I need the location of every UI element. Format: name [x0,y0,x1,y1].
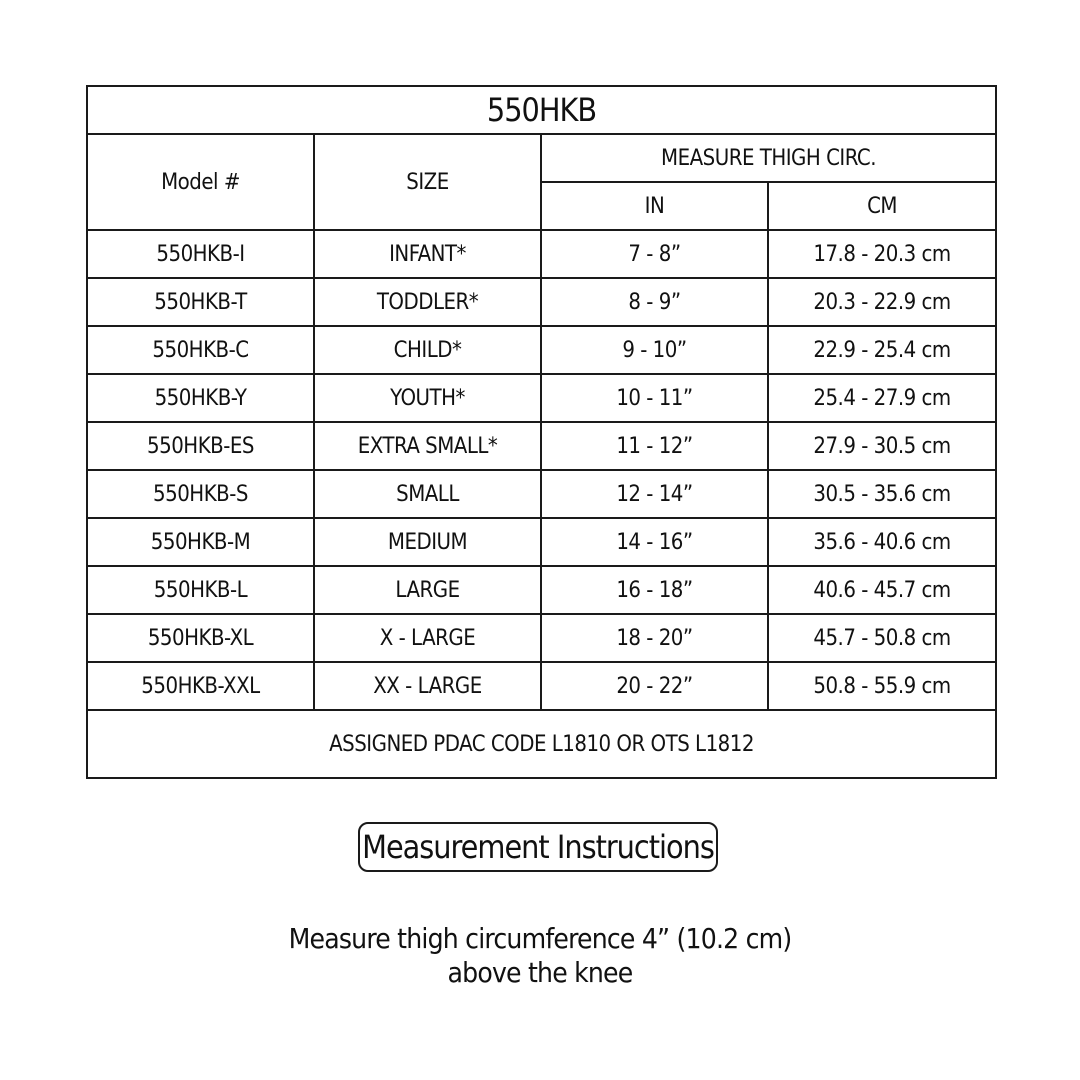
pdac-code-note: ASSIGNED PDAC CODE L1810 OR OTS L1812 [87,710,996,778]
title-row [87,86,996,134]
header-cm: CM [768,182,996,230]
cell-in: 11 - 12” [541,422,768,470]
cell-model: 550HKB-L [87,566,314,614]
cell-model: 550HKB-C [87,326,314,374]
table-row [87,374,996,422]
table-row [87,326,996,374]
cell-model: 550HKB-T [87,278,314,326]
cell-cm: 20.3 - 22.9 cm [768,278,996,326]
cell-cm: 40.6 - 45.7 cm [768,566,996,614]
cell-cm: 22.9 - 25.4 cm [768,326,996,374]
table-row [87,614,996,662]
cell-model: 550HKB-XL [87,614,314,662]
cell-model: 550HKB-M [87,518,314,566]
cell-size: YOUTH* [314,374,541,422]
cell-size: XX - LARGE [314,662,541,710]
cell-in: 16 - 18” [541,566,768,614]
header-size: SIZE [314,134,541,230]
cell-size: X - LARGE [314,614,541,662]
cell-cm: 25.4 - 27.9 cm [768,374,996,422]
header-model: Model # [87,134,314,230]
table-row [87,470,996,518]
table-row [87,278,996,326]
cell-size: CHILD* [314,326,541,374]
instructions-line-2: above the knee [447,956,633,989]
cell-cm: 30.5 - 35.6 cm [768,470,996,518]
size-chart-table [86,85,997,779]
cell-in: 18 - 20” [541,614,768,662]
cell-size: INFANT* [314,230,541,278]
cell-model: 550HKB-ES [87,422,314,470]
cell-size: LARGE [314,566,541,614]
cell-model: 550HKB-XXL [87,662,314,710]
cell-in: 7 - 8” [541,230,768,278]
cell-size: TODDLER* [314,278,541,326]
table-row [87,662,996,710]
cell-in: 9 - 10” [541,326,768,374]
table-row [87,518,996,566]
cell-cm: 27.9 - 30.5 cm [768,422,996,470]
header-measure: MEASURE THIGH CIRC. [541,134,996,182]
cell-in: 20 - 22” [541,662,768,710]
footer-row [87,710,996,778]
table-row [87,422,996,470]
cell-size: EXTRA SMALL* [314,422,541,470]
cell-model: 550HKB-S [87,470,314,518]
header-row [87,134,996,182]
instructions-line-1: Measure thigh circumference 4” (10.2 cm) [288,922,792,955]
cell-cm: 45.7 - 50.8 cm [768,614,996,662]
cell-in: 12 - 14” [541,470,768,518]
measurement-instructions-heading: Measurement Instructions [358,822,718,872]
table-row [87,230,996,278]
cell-in: 10 - 11” [541,374,768,422]
cell-size: MEDIUM [314,518,541,566]
cell-cm: 17.8 - 20.3 cm [768,230,996,278]
measurement-instructions-text [190,922,890,990]
cell-size: SMALL [314,470,541,518]
cell-cm: 35.6 - 40.6 cm [768,518,996,566]
cell-model: 550HKB-I [87,230,314,278]
cell-cm: 50.8 - 55.9 cm [768,662,996,710]
header-in: IN [541,182,768,230]
table-row [87,566,996,614]
table-title: 550HKB [87,86,996,134]
cell-in: 8 - 9” [541,278,768,326]
cell-in: 14 - 16” [541,518,768,566]
cell-model: 550HKB-Y [87,374,314,422]
